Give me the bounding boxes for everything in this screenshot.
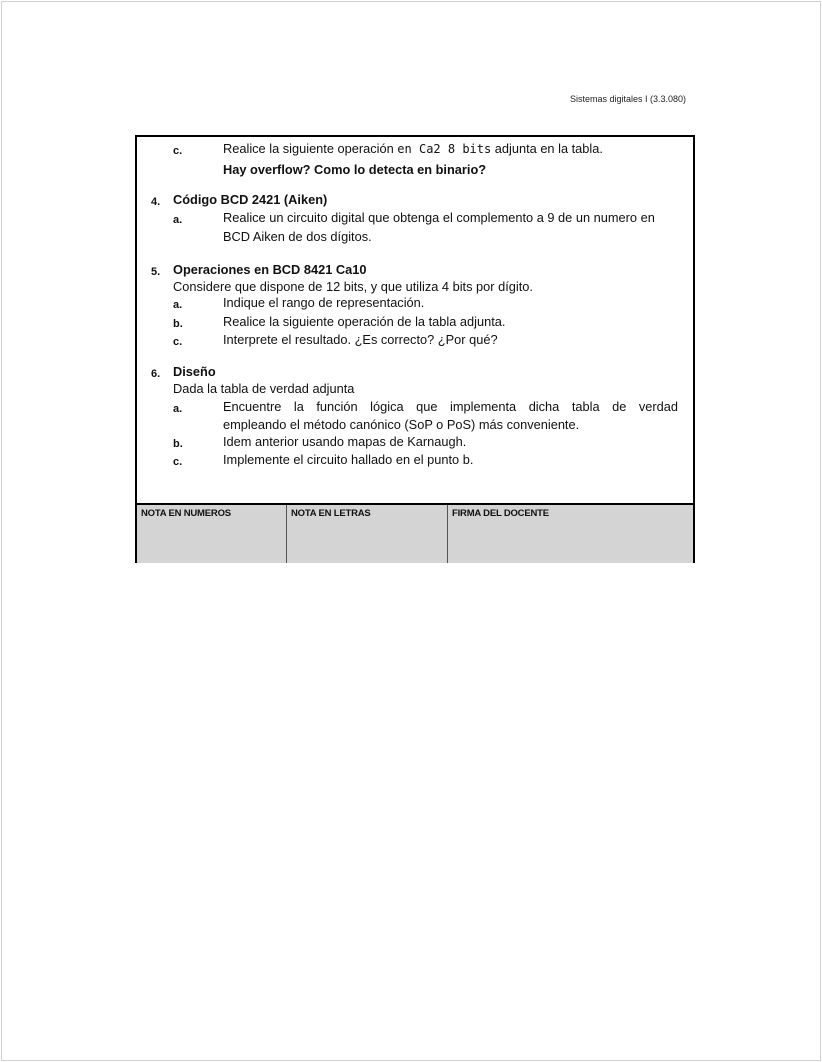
- q5-number: 5.: [151, 266, 161, 278]
- q5c-label: c.: [173, 336, 183, 348]
- exam-box: [135, 135, 695, 563]
- q5a-label: a.: [173, 299, 183, 311]
- q4-title: Código BCD 2421 (Aiken): [173, 192, 328, 207]
- q3c-mono: en Ca2 8 bits: [397, 142, 492, 156]
- q6-intro: Dada la tabla de verdad adjunta: [173, 381, 355, 396]
- q6-number: 6.: [151, 368, 161, 380]
- q6a-label: a.: [173, 403, 183, 415]
- q3c-text-after: adjunta en la tabla.: [494, 141, 603, 156]
- q6c-label: c.: [173, 456, 183, 468]
- q5b-label: b.: [173, 318, 183, 330]
- q5b-text: Realice la siguiente operación de la tabla adjunta.: [223, 314, 506, 329]
- q3c-question: Hay overflow? Como lo detecta en binario?: [223, 162, 487, 177]
- q5-title: Operaciones en BCD 8421 Ca10: [173, 262, 367, 277]
- q5a-text: Indique el rango de representación.: [223, 295, 425, 310]
- q5-intro: Considere que dispone de 12 bits, y que utiliza 4 bits por dígito.: [173, 279, 533, 294]
- q4-number: 4.: [151, 196, 161, 208]
- q3c-label: c.: [173, 145, 183, 157]
- q5c-text: Interprete el resultado. ¿Es correcto? ¿Por qué?: [223, 332, 498, 347]
- q6c-text: Implemente el circuito hallado en el punto b.: [223, 452, 474, 467]
- q6b-label: b.: [173, 438, 183, 450]
- course-code: Sistemas digitales I (3.3.080): [569, 94, 686, 104]
- q3c-text-before: Realice la siguiente operación: [223, 141, 394, 156]
- q4a-label: a.: [173, 214, 183, 226]
- q6a-line1: Encuentre la función lógica que implementa dicha tabla de verdad: [223, 399, 678, 414]
- q6b-text: Idem anterior usando mapas de Karnaugh.: [223, 434, 467, 449]
- grades-row: [137, 503, 693, 563]
- grade-letters-field[interactable]: NOTA EN LETRAS: [287, 505, 448, 563]
- q3c-text: [223, 140, 603, 158]
- grade-numbers-field[interactable]: NOTA EN NUMEROS: [137, 505, 287, 563]
- q6a-line2: empleando el método canónico (SoP o PoS) más conveniente.: [223, 417, 580, 432]
- q4a-line2: BCD Aiken de dos dígitos.: [223, 229, 372, 244]
- q4a-line1: Realice un circuito digital que obtenga el complemento a 9 de un numero en: [223, 210, 655, 225]
- teacher-signature-field[interactable]: FIRMA DEL DOCENTE: [452, 508, 549, 519]
- q6-title: Diseño: [173, 364, 216, 379]
